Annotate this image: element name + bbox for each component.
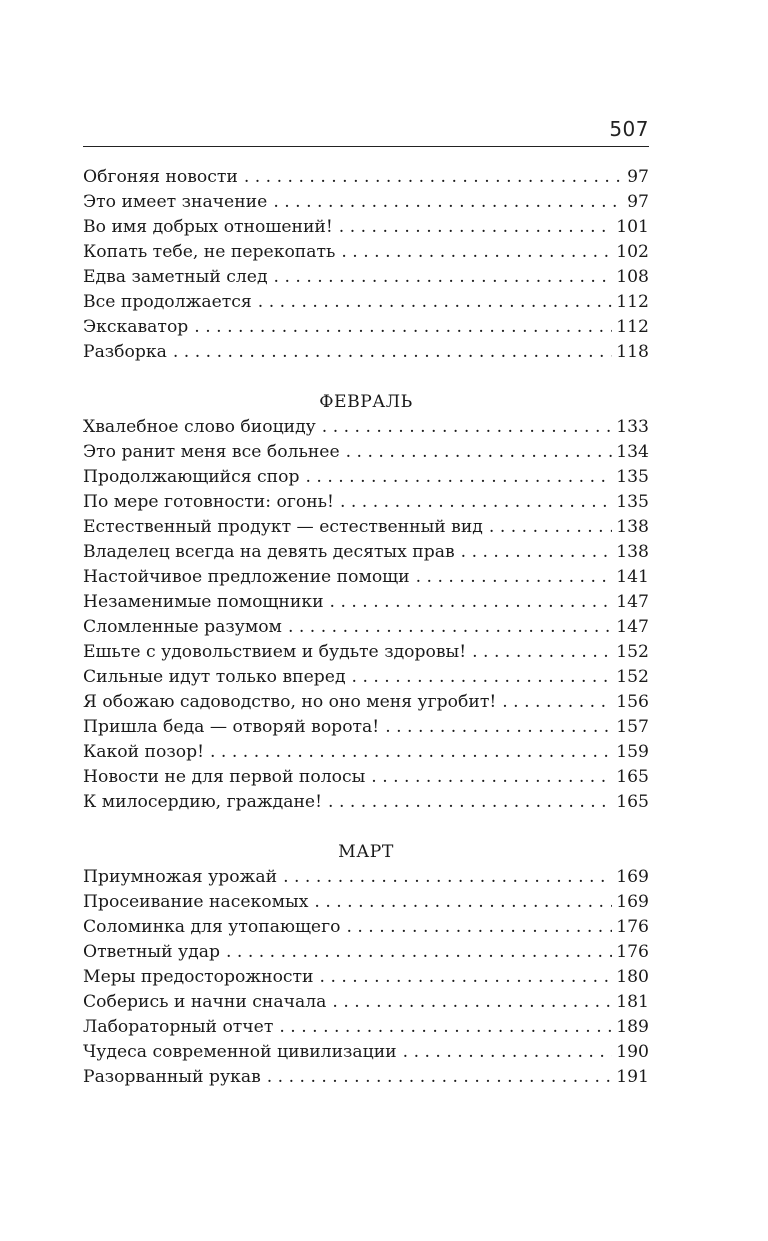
toc-entry [83,965,649,990]
dot-leader [330,590,613,615]
toc-entry-page: 147 [616,617,649,637]
toc-entry [83,1015,649,1040]
page-number: 507 [609,117,649,141]
toc-entry [83,465,649,490]
toc-entry [83,790,649,815]
toc-entry [83,515,649,540]
toc-entry-page: 133 [616,417,649,437]
toc-entry-title: Сломленные разумом [83,617,282,637]
toc-entry [83,740,649,765]
dot-leader [403,1040,613,1065]
toc-entry-page: 165 [616,767,649,787]
dot-leader [502,690,612,715]
toc-entry [83,490,649,515]
toc-entry-page: 97 [627,192,649,212]
toc-entry-page: 134 [616,442,649,462]
toc-entry [83,1040,649,1065]
toc-entry-page: 181 [616,992,649,1012]
dot-leader [385,715,612,740]
toc-entry-title: Это имеет значение [83,192,268,212]
dot-leader [226,940,612,965]
toc-entry-page: 157 [616,717,649,737]
toc-entry-page: 180 [616,967,649,987]
toc-entry [83,190,649,215]
toc-entry-title: Хвалебное слово биоциду [83,417,316,437]
toc-entry-page: 135 [616,492,649,512]
dot-leader [194,315,612,340]
toc-entry-title: Обгоняя новости [83,167,238,187]
toc-entry [83,865,649,890]
toc-entry-page: 169 [616,892,649,912]
toc-entry-title: Настойчивое предложение помощи [83,567,410,587]
toc-entry-title: Чудеса современной цивилизации [83,1042,397,1062]
toc-entry [83,640,649,665]
toc-entry [83,240,649,265]
toc-entry-page: 152 [616,667,649,687]
toc-entry-page: 189 [616,1017,649,1037]
dot-leader [328,790,612,815]
toc-entry [83,540,649,565]
dot-leader [305,465,612,490]
toc-entry [83,615,649,640]
dot-leader [288,615,612,640]
toc-entry-title: Продолжающийся спор [83,467,300,487]
toc-entry-page: 97 [627,167,649,187]
toc-entry [83,265,649,290]
toc-entry-title: Приумножая урожай [83,867,278,887]
page-header [83,112,649,147]
toc-entry-page: 169 [616,867,649,887]
dot-leader [274,265,613,290]
toc-entry-title: Пришла беда — отворяй ворота! [83,717,380,737]
toc-entry-page: 112 [616,317,649,337]
dot-leader [279,1015,612,1040]
section-title: МАРТ [338,842,394,862]
toc-entry [83,215,649,240]
toc-entry-page: 141 [616,567,649,587]
toc-entry-title: Ответный удар [83,942,220,962]
dot-leader [346,440,613,465]
table-of-contents [83,165,649,1090]
toc-entry-title: Едва заметный след [83,267,268,287]
toc-entry-title: Незаменимые помощники [83,592,324,612]
toc-entry [83,940,649,965]
dot-leader [320,965,613,990]
toc-entry-page: 190 [616,1042,649,1062]
dot-leader [346,915,612,940]
toc-entry-title: Ешьте с удовольствием и будьте здоровы! [83,642,467,662]
dot-leader [244,165,623,190]
toc-entry [83,915,649,940]
toc-entry-page: 135 [616,467,649,487]
dot-leader [322,415,612,440]
toc-entry [83,1065,649,1090]
toc-entry [83,565,649,590]
toc-entry-title: Во имя добрых отношений! [83,217,333,237]
dot-leader [210,740,612,765]
toc-entry-page: 138 [616,542,649,562]
toc-entry [83,765,649,790]
toc-entry [83,590,649,615]
dot-leader [461,540,613,565]
dot-leader [489,515,612,540]
toc-entry [83,690,649,715]
dot-leader [273,190,623,215]
toc-entry-title: Экскаватор [83,317,189,337]
toc-entry-page: 176 [616,942,649,962]
toc-entry-title: Все продолжается [83,292,252,312]
toc-entry-title: Какой позор! [83,742,204,762]
toc-entry-title: Соберись и начни сначала [83,992,327,1012]
dot-leader [339,215,612,240]
toc-entry-page: 176 [616,917,649,937]
toc-entry [83,290,649,315]
toc-entry-title: Соломинка для утопающего [83,917,341,937]
toc-entry-title: Лабораторный отчет [83,1017,274,1037]
toc-entry-title: Просеивание насекомых [83,892,309,912]
toc-entry-page: 156 [616,692,649,712]
toc-entry-title: Разборка [83,342,167,362]
toc-entry [83,340,649,365]
toc-entry-page: 118 [616,342,649,362]
toc-entry-title: Сильные идут только вперед [83,667,346,687]
toc-entry [83,715,649,740]
toc-entry-page: 102 [616,242,649,262]
toc-entry-page: 101 [616,217,649,237]
dot-leader [340,490,612,515]
toc-entry-title: По мере готовности: огонь! [83,492,334,512]
toc-entry [83,315,649,340]
toc-entry-page: 147 [616,592,649,612]
toc-entry [83,165,649,190]
dot-leader [341,240,612,265]
section-title: ФЕВРАЛЬ [319,392,413,412]
toc-entry-page: 165 [616,792,649,812]
toc-entry-page: 108 [616,267,649,287]
dot-leader [332,990,612,1015]
toc-entry-title: Это ранит меня все больнее [83,442,340,462]
toc-entry [83,890,649,915]
dot-leader [352,665,613,690]
toc-entry-page: 112 [616,292,649,312]
toc-entry-title: Естественный продукт — естественный вид [83,517,483,537]
dot-leader [416,565,613,590]
dot-leader [173,340,612,365]
dot-leader [314,890,612,915]
dot-leader [371,765,612,790]
dot-leader [472,640,612,665]
toc-entry-page: 159 [616,742,649,762]
toc-entry-page: 152 [616,642,649,662]
toc-entry-title: К милосердию, граждане! [83,792,323,812]
toc-entry-title: Владелец всегда на девять десятых прав [83,542,455,562]
toc-entry-page: 138 [616,517,649,537]
toc-entry-title: Разорванный рукав [83,1067,261,1087]
toc-entry-title: Меры предосторожности [83,967,314,987]
toc-entry-page: 191 [616,1067,649,1087]
dot-leader [283,865,612,890]
toc-entry-title: Я обожаю садоводство, но оно меня угробит! [83,692,497,712]
dot-leader [267,1065,612,1090]
toc-entry-title: Новости не для первой полосы [83,767,366,787]
toc-entry [83,415,649,440]
dot-leader [258,290,612,315]
toc-entry [83,440,649,465]
toc-entry-title: Копать тебе, не перекопать [83,242,336,262]
toc-entry [83,665,649,690]
toc-entry [83,990,649,1015]
